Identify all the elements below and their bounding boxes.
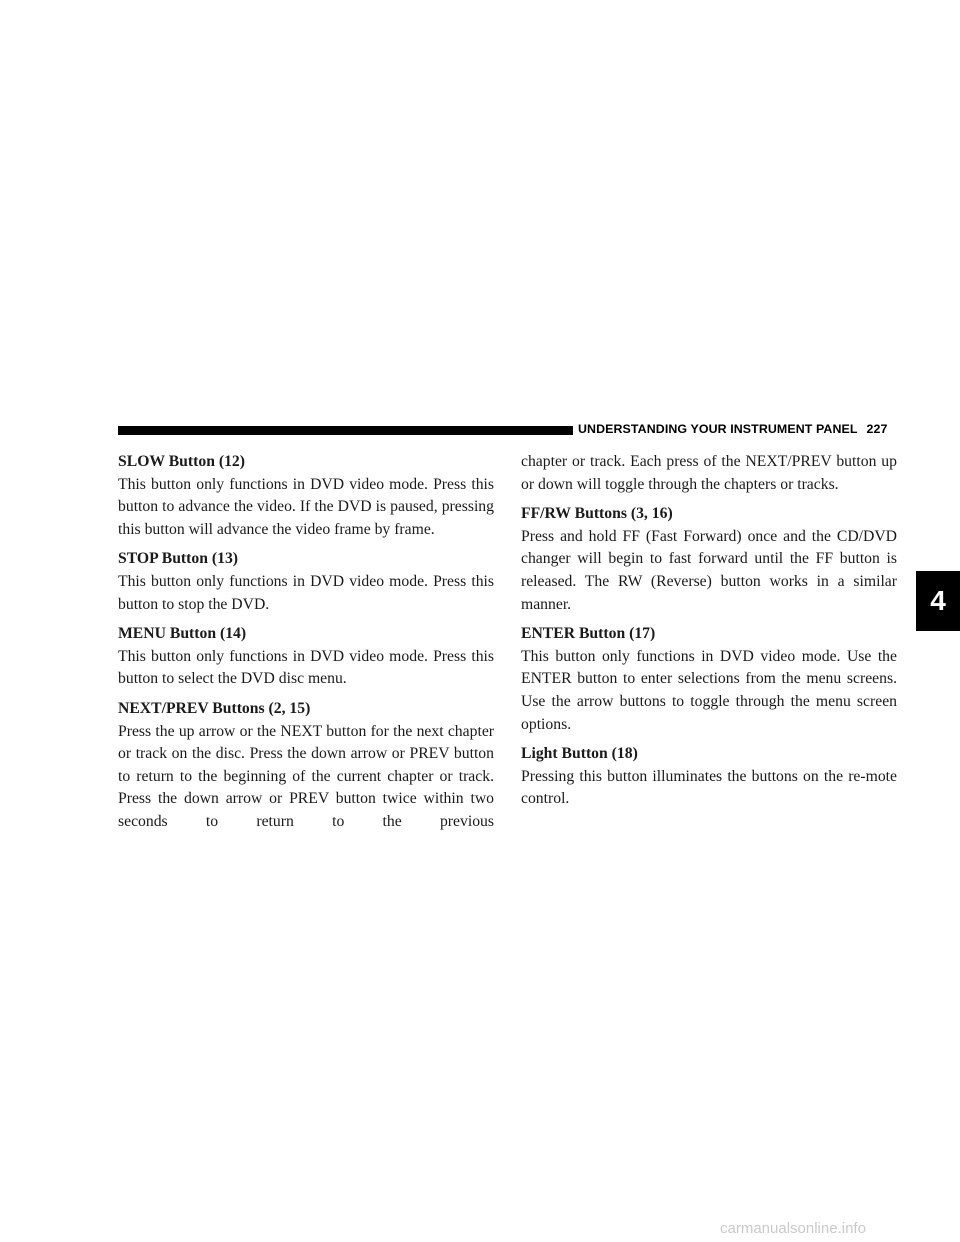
section-light-button [521,743,897,811]
running-header [578,422,888,436]
section-body: Press the up arrow or the NEXT button for the next chapter or track on the disc. Press the down arrow or PREV button to return to the beginning of the current chapter or track. Press the down arrow or PREV button twice within two seconds to return to the previous [118,722,494,830]
header-rule [118,426,573,435]
section-slow-button [118,451,494,541]
section-body: This button only functions in DVD video mode. Press this button to stop the DVD. [118,572,494,613]
section-heading: ENTER Button (17) [521,625,656,643]
section-heading: STOP Button (13) [118,550,239,568]
section-body: This button only functions in DVD video mode. Press this button to select the DVD disc menu. [118,647,494,688]
section-body: This button only functions in DVD video mode. Press this button to advance the video. If the DVD is paused, pressing this button will advance the video frame by frame. [118,475,494,538]
section-next-prev-buttons [118,698,494,834]
section-title: UNDERSTANDING YOUR INSTRUMENT PANEL [578,422,858,436]
section-menu-button [118,623,494,691]
section-heading: FF/RW Buttons (3, 16) [521,505,673,523]
section-stop-button [118,548,494,616]
left-column [118,451,494,841]
section-heading: MENU Button (14) [118,625,247,643]
section-heading: NEXT/PREV Buttons (2, 15) [118,699,311,717]
section-enter-button [521,623,897,736]
section-body: This button only functions in DVD video mode. Use the ENTER button to enter selections from the menu screens. Use the arrow buttons to toggle through the menu screen options. [521,647,897,733]
watermark: carmanualsonline.info [720,1220,866,1237]
page-number: 227 [866,422,888,436]
section-body: Pressing this button illuminates the buttons on the re-mote control. [521,767,897,808]
continued-paragraph: chapter or track. Each press of the NEXT/PREV button up or down will toggle through the chapters or tracks. [521,453,897,493]
section-heading: Light Button (18) [521,745,638,763]
section-body: Press and hold FF (Fast Forward) once and the CD/DVD changer will begin to fast forward until the FF button is released. The RW (Reverse) button works in a similar manner. [521,527,897,613]
section-ff-rw-buttons [521,503,897,616]
section-heading: SLOW Button (12) [118,453,245,470]
right-column [521,451,897,818]
chapter-tab: 4 [916,571,960,631]
